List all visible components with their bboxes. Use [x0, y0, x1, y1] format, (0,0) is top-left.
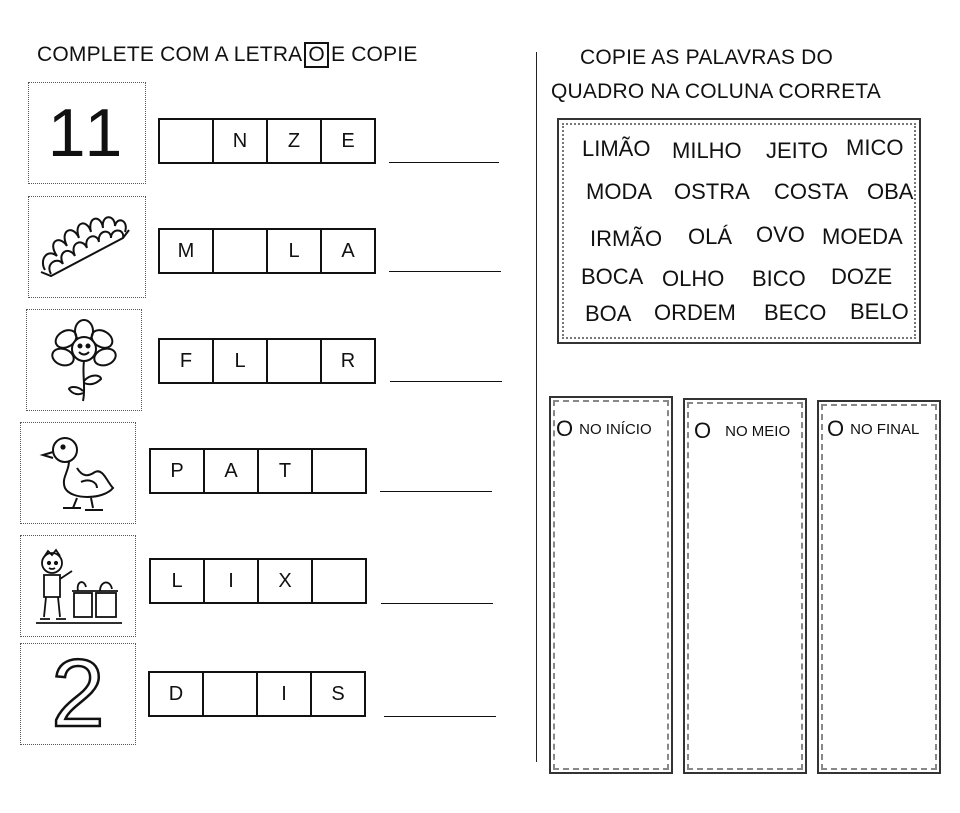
- letter-cell[interactable]: N: [212, 118, 268, 164]
- copy-line-row-4[interactable]: [380, 491, 492, 492]
- flower-picture: [26, 309, 142, 411]
- letter-cell[interactable]: [311, 448, 367, 494]
- trash-bins-picture: [20, 535, 136, 637]
- letter-boxes-row-2: [158, 228, 376, 274]
- letter-cell[interactable]: [158, 118, 214, 164]
- word: JEITO: [766, 138, 828, 163]
- column-no-inicio-header: [556, 416, 652, 442]
- letter-cell[interactable]: I: [256, 671, 312, 717]
- trash-bins-icon: [30, 541, 126, 631]
- letter-cell[interactable]: Z: [266, 118, 322, 164]
- word: LIMÃO: [582, 136, 651, 161]
- word: OLÁ: [688, 224, 733, 249]
- letter-cell[interactable]: P: [149, 448, 205, 494]
- word: OLHO: [662, 266, 725, 291]
- flower-icon: [39, 315, 129, 405]
- copy-line-row-2[interactable]: [389, 271, 501, 272]
- column-label: NO FINAL: [850, 420, 920, 438]
- letter-cell[interactable]: A: [320, 228, 376, 274]
- word: MODA: [586, 179, 652, 204]
- letter-cell[interactable]: [311, 558, 367, 604]
- number-2-text: 2: [51, 640, 105, 747]
- letter-cell[interactable]: D: [148, 671, 204, 717]
- letter-cell[interactable]: [266, 338, 322, 384]
- column-letter: O: [556, 416, 574, 441]
- right-instruction-line-1: COPIE AS PALAVRAS DO: [580, 46, 833, 69]
- word: ORDEM: [654, 300, 736, 325]
- column-letter: O: [694, 418, 712, 443]
- spring-picture: [28, 196, 146, 298]
- word: BELO: [850, 299, 909, 324]
- letter-cell[interactable]: L: [149, 558, 205, 604]
- left-instruction-after: E COPIE: [330, 43, 418, 66]
- column-no-meio-header: [694, 418, 790, 444]
- word: OSTRA: [674, 179, 750, 204]
- word: BICO: [752, 266, 806, 291]
- word: COSTA: [774, 179, 849, 204]
- word: OBA: [867, 179, 914, 204]
- letter-cell[interactable]: F: [158, 338, 214, 384]
- word: BOA: [585, 301, 632, 326]
- letter-boxes-row-5: [149, 558, 367, 604]
- column-no-final[interactable]: [817, 400, 941, 774]
- letter-cell[interactable]: [202, 671, 258, 717]
- column-no-meio[interactable]: [683, 398, 807, 774]
- column-label: NO INÍCIO: [579, 420, 652, 438]
- word: DOZE: [831, 264, 893, 289]
- copy-line-row-6[interactable]: [384, 716, 496, 717]
- word: BECO: [764, 300, 827, 325]
- word: MICO: [846, 135, 904, 160]
- letter-cell[interactable]: T: [257, 448, 313, 494]
- letter-cell[interactable]: E: [320, 118, 376, 164]
- letter-cell[interactable]: L: [266, 228, 322, 274]
- word: OVO: [756, 222, 805, 247]
- column-label: NO MEIO: [725, 422, 791, 440]
- word: MOEDA: [822, 224, 903, 249]
- word: BOCA: [581, 264, 644, 289]
- letter-cell[interactable]: R: [320, 338, 376, 384]
- column-no-inicio[interactable]: [549, 396, 673, 774]
- letter-cell[interactable]: M: [158, 228, 214, 274]
- letter-cell[interactable]: [212, 228, 268, 274]
- column-no-final-header: [827, 416, 919, 442]
- letter-cell[interactable]: S: [310, 671, 366, 717]
- column-letter: O: [827, 416, 845, 441]
- letter-cell[interactable]: I: [203, 558, 259, 604]
- left-instruction: [37, 42, 418, 68]
- column-divider: [536, 52, 537, 762]
- right-instruction-line-2: QUADRO NA COLUNA CORRETA: [551, 80, 881, 103]
- number-11-picture: [28, 82, 146, 184]
- letter-cell[interactable]: X: [257, 558, 313, 604]
- duck-picture: [20, 422, 136, 524]
- letter-boxes-row-1: [158, 118, 376, 164]
- left-instruction-before: COMPLETE COM A LETRA: [37, 43, 303, 66]
- duck-icon: [33, 428, 123, 518]
- spring-icon: [37, 212, 137, 282]
- letter-boxes-row-4: [149, 448, 367, 494]
- copy-line-row-1[interactable]: [389, 162, 499, 163]
- number-11-text: 11: [47, 95, 127, 171]
- copy-line-row-3[interactable]: [390, 381, 502, 382]
- letter-cell[interactable]: A: [203, 448, 259, 494]
- number-2-picture: [20, 640, 136, 747]
- copy-line-row-5[interactable]: [381, 603, 493, 604]
- word: MILHO: [672, 138, 742, 163]
- letter-cell[interactable]: L: [212, 338, 268, 384]
- letter-o-box: O: [304, 42, 329, 68]
- word: IRMÃO: [590, 226, 663, 251]
- letter-boxes-row-6: [148, 671, 366, 717]
- letter-boxes-row-3: [158, 338, 376, 384]
